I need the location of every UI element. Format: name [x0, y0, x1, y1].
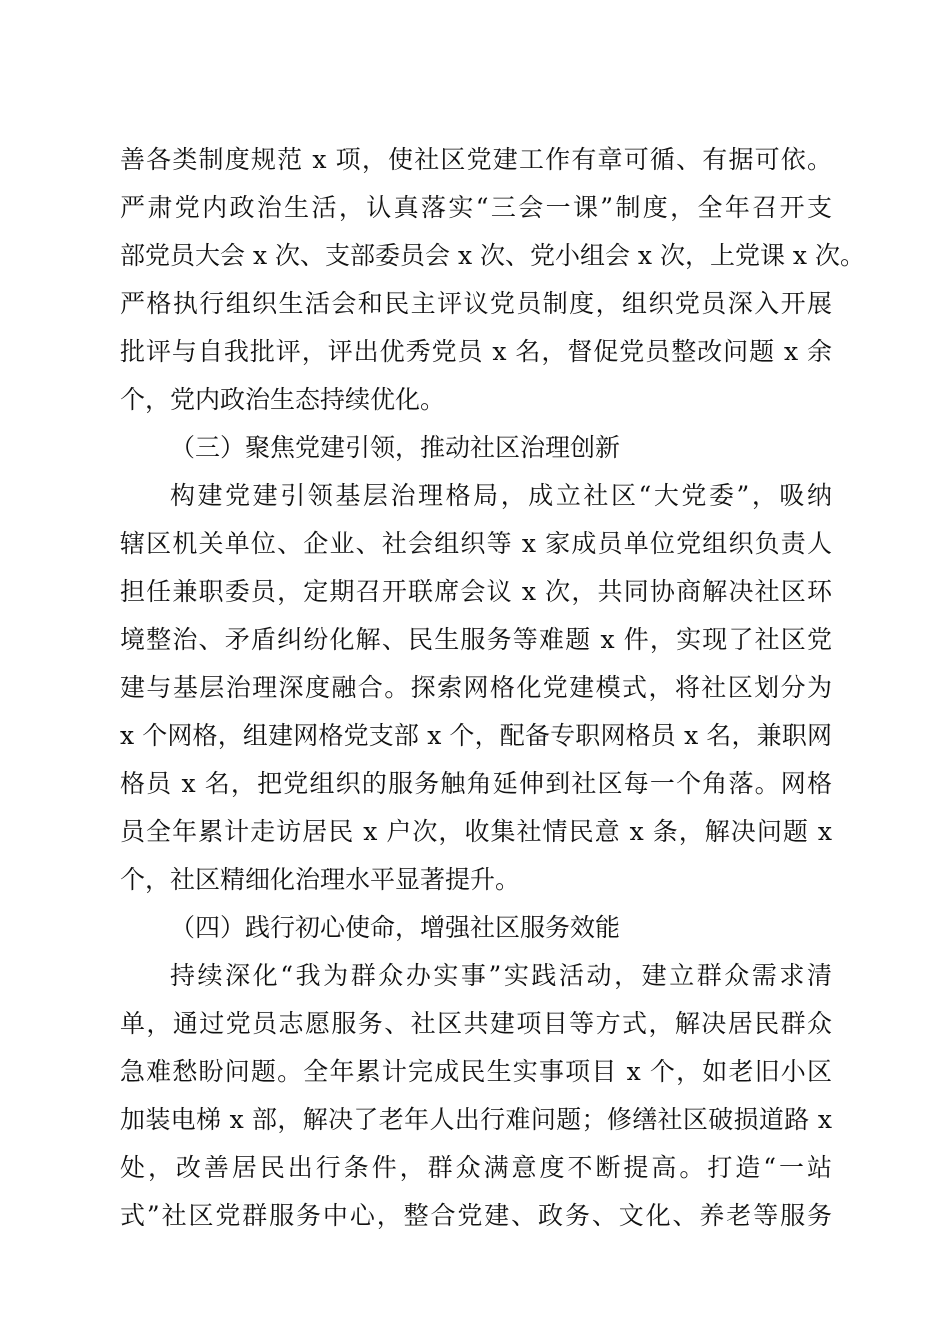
text-line: 持续深化“我为群众办实事”实践活动，建立群众需求清: [170, 961, 832, 990]
text-line: 辖区机关单位、企业、社会组织等 x 家成员单位党组织负责人: [120, 529, 832, 558]
text-line: 个，党内政治生态持续优化。: [120, 385, 446, 414]
text-line: 单，通过党员志愿服务、社区共建项目等方式，解决居民群众: [120, 1009, 832, 1038]
text-line: 建与基层治理深度融合。探索网格化党建模式，将社区划分为: [120, 673, 832, 702]
text-line: 严格执行组织生活会和民主评议党员制度，组织党员深入开展: [120, 289, 832, 318]
section-heading: （四）践行初心使命，增强社区服务效能: [170, 913, 621, 942]
section-heading: （三）聚焦党建引领，推动社区治理创新: [170, 433, 621, 462]
text-line: 批评与自我批评，评出优秀党员 x 名，督促党员整改问题 x 余: [120, 337, 832, 366]
text-line: 格员 x 名，把党组织的服务触角延伸到社区每一个角落。网格: [120, 769, 832, 798]
text-line: 善各类制度规范 x 项，使社区党建工作有章可循、有据可依。: [120, 145, 832, 174]
text-line: 担任兼职委员，定期召开联席会议 x 次，共同协商解决社区环: [120, 577, 832, 606]
text-line: 员全年累计走访居民 x 户次，收集社情民意 x 条，解决问题 x: [120, 817, 832, 846]
text-line: 构建党建引领基层治理格局，成立社区“大党委”，吸纳: [170, 481, 832, 510]
text-line: 境整治、矛盾纠纷化解、民生服务等难题 x 件，实现了社区党: [120, 625, 832, 654]
text-line: 加装电梯 x 部，解决了老年人出行难问题；修缮社区破损道路 x: [120, 1105, 832, 1134]
text-line: 个，社区精细化治理水平显著提升。: [120, 865, 521, 894]
text-line: 急难愁盼问题。全年累计完成民生实事项目 x 个，如老旧小区: [120, 1057, 832, 1086]
text-line: x 个网格，组建网格党支部 x 个，配备专职网格员 x 名，兼职网: [120, 721, 832, 750]
text-line: 部党员大会 x 次、支部委员会 x 次、党小组会 x 次，上党课 x 次。: [120, 241, 865, 270]
text-line: 严肃党内政治生活，认真落实“三会一课”制度，全年召开支: [120, 193, 832, 222]
text-line: 处，改善居民出行条件，群众满意度不断提高。打造“一站: [120, 1153, 832, 1182]
text-line: 式”社区党群服务中心，整合党建、政务、文化、养老等服务: [120, 1201, 832, 1230]
